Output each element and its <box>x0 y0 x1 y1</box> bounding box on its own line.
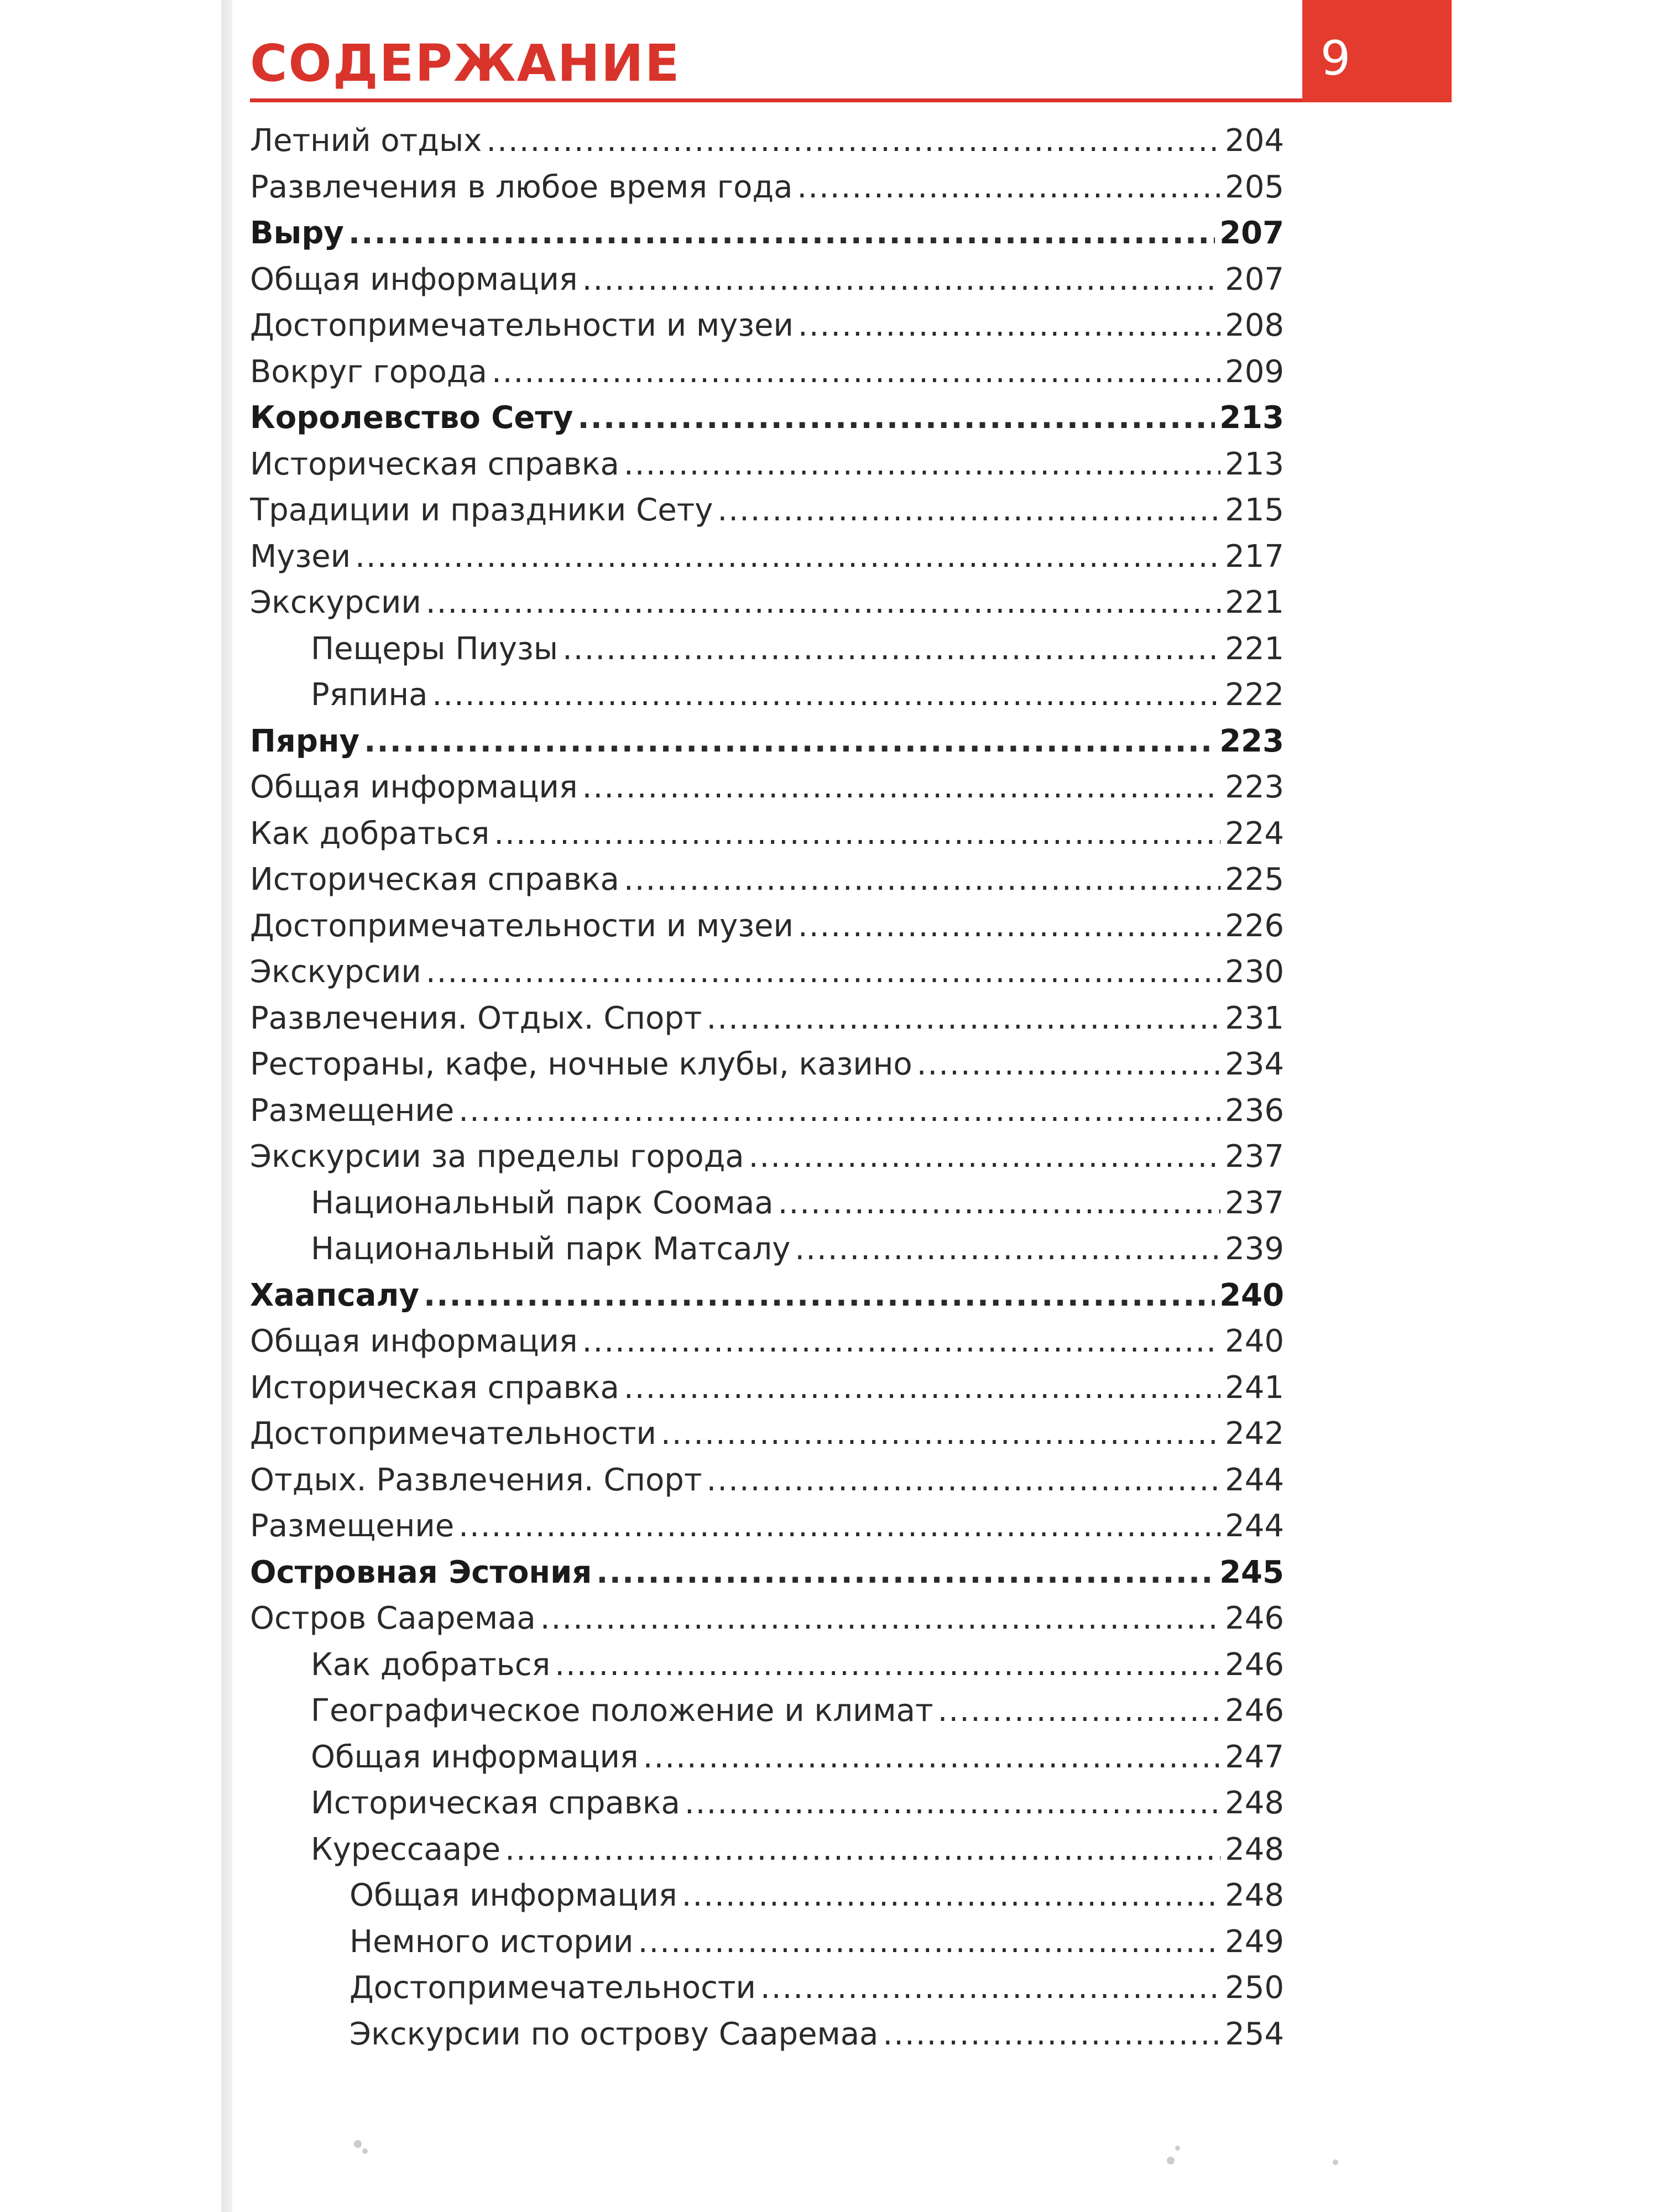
toc-dot-leader <box>494 812 1220 856</box>
toc-entry <box>250 1551 1284 1595</box>
toc-entry <box>250 719 1284 764</box>
toc-entry-title: Достопримечательности <box>250 1416 656 1452</box>
toc-entry-page: 250 <box>1225 1970 1284 2006</box>
toc-dot-leader <box>685 1781 1220 1825</box>
toc-entry <box>250 858 1284 902</box>
toc-dot-leader <box>596 1551 1215 1595</box>
toc-entry-page: 221 <box>1225 630 1284 667</box>
toc-dot-leader <box>486 119 1220 163</box>
toc-entry-page: 207 <box>1225 261 1284 298</box>
toc-entry <box>250 1319 1284 1364</box>
toc-entry-title: Общая информация <box>250 261 578 298</box>
toc-entry-title: Немного истории <box>349 1923 634 1960</box>
toc-dot-leader <box>638 1920 1221 1964</box>
toc-entry-page: 217 <box>1225 538 1284 575</box>
toc-dot-leader <box>643 1735 1220 1780</box>
toc-entry-title: Традиции и праздники Сету <box>250 492 713 528</box>
toc-dot-leader <box>798 904 1220 948</box>
toc-entry-title: Общая информация <box>349 1877 677 1913</box>
toc-entry-page: 207 <box>1219 215 1284 251</box>
toc-entry-title: Как добраться <box>311 1646 551 1683</box>
page-header <box>250 33 1428 105</box>
toc-entry-page: 205 <box>1225 169 1284 205</box>
toc-entry-title: Пещеры Пиузы <box>311 630 558 667</box>
toc-entry-title: Пярну <box>250 723 360 759</box>
toc-dot-leader <box>348 211 1215 255</box>
toc-entry <box>250 950 1284 994</box>
toc-entry-page: 246 <box>1225 1693 1284 1729</box>
toc-entry-page: 244 <box>1225 1462 1284 1498</box>
toc-entry-title: Историческая справка <box>311 1785 680 1821</box>
toc-entry-page: 204 <box>1225 123 1284 159</box>
toc-entry-title: Как добраться <box>250 815 490 852</box>
toc-entry <box>311 673 1284 717</box>
toc-entry <box>250 119 1284 163</box>
toc-entry <box>250 765 1284 810</box>
toc-entry-title: Общая информация <box>250 769 578 805</box>
toc-entry-title: Размещение <box>250 1092 455 1129</box>
toc-entry-title: Рестораны, кафе, ночные клубы, казино <box>250 1046 912 1082</box>
toc-dot-leader <box>661 1412 1220 1456</box>
toc-entry <box>250 488 1284 533</box>
toc-entry <box>250 997 1284 1041</box>
toc-entry-page: 234 <box>1225 1046 1284 1082</box>
toc-entry-page: 208 <box>1225 307 1284 343</box>
toc-entry <box>311 627 1284 671</box>
toc-entry-title: Достопримечательности <box>349 1970 756 2006</box>
toc-entry-title: Музеи <box>250 538 351 575</box>
toc-entry-title: Экскурсии <box>250 954 421 990</box>
toc-entry <box>311 1689 1284 1733</box>
toc-dot-leader <box>458 1504 1220 1548</box>
toc-entry <box>250 1412 1284 1456</box>
toc-entry <box>250 258 1284 302</box>
toc-entry-page: 222 <box>1225 677 1284 713</box>
toc-entry-page: 209 <box>1225 353 1284 390</box>
toc-entry <box>349 1874 1284 1918</box>
toc-dot-leader <box>706 997 1220 1041</box>
toc-entry-title: Развлечения в любое время года <box>250 169 793 205</box>
toc-entry <box>250 812 1284 856</box>
toc-entry-title: Достопримечательности и музеи <box>250 907 794 944</box>
toc-entry-title: Развлечения. Отдых. Спорт <box>250 1000 702 1036</box>
toc-entry <box>250 350 1284 394</box>
toc-entry-title: Островная Эстония <box>250 1554 592 1590</box>
toc-dot-leader <box>432 673 1220 717</box>
page-number-tab <box>1302 0 1452 102</box>
toc-entry <box>250 1135 1284 1179</box>
toc-dot-leader <box>706 1458 1220 1503</box>
toc-entry <box>349 1966 1284 2010</box>
toc-entry-title: Экскурсии за пределы города <box>250 1139 744 1175</box>
toc-entry-title: Хаапсалу <box>250 1277 419 1313</box>
toc-dot-leader <box>938 1689 1221 1733</box>
toc-dot-leader <box>577 396 1215 440</box>
toc-entry <box>250 165 1284 210</box>
toc-entry <box>250 1366 1284 1410</box>
toc-dot-leader <box>505 1828 1220 1872</box>
toc-entry <box>250 1504 1284 1548</box>
toc-entry-page: 223 <box>1219 723 1284 759</box>
toc-entry-page: 213 <box>1219 400 1284 436</box>
toc-entry <box>250 304 1284 348</box>
toc-entry-page: 254 <box>1225 2016 1284 2052</box>
toc-entry-page: 241 <box>1225 1369 1284 1406</box>
toc-entry-title: Географическое положение и климат <box>311 1693 933 1729</box>
toc-entry-page: 249 <box>1225 1923 1284 1960</box>
toc-dot-leader <box>355 535 1220 579</box>
toc-entry-page: 248 <box>1225 1831 1284 1867</box>
toc-entry-title: Экскурсии <box>250 585 421 620</box>
toc-entry-page: 237 <box>1225 1185 1284 1221</box>
toc-entry <box>311 1181 1284 1225</box>
toc-entry-page: 244 <box>1225 1508 1284 1544</box>
toc-dot-leader <box>624 442 1220 487</box>
toc-entry-title: Историческая справка <box>250 446 619 482</box>
toc-dot-leader <box>760 1966 1220 2010</box>
toc-dot-leader <box>582 258 1220 302</box>
toc-entry-page: 248 <box>1225 1877 1284 1913</box>
toc-entry-title: Остров Сааремаа <box>250 1600 536 1636</box>
toc-entry-page: 221 <box>1225 585 1284 620</box>
toc-entry-page: 225 <box>1225 862 1284 898</box>
toc-entry <box>250 442 1284 487</box>
toc-dot-leader <box>540 1597 1220 1641</box>
toc-entry-page: 239 <box>1225 1231 1284 1267</box>
toc-entry-title: Достопримечательности и музеи <box>250 307 794 343</box>
toc-entry <box>349 1920 1284 1964</box>
toc-entry <box>311 1643 1284 1687</box>
header-rule <box>250 98 1428 102</box>
page-title: СОДЕРЖАНИЕ <box>250 34 681 93</box>
toc-entry <box>311 1227 1284 1271</box>
toc-entry <box>250 535 1284 579</box>
toc-entry-title: Летний отдых <box>250 123 482 159</box>
toc-entry-page: 237 <box>1225 1139 1284 1175</box>
toc-entry-page: 247 <box>1225 1739 1284 1775</box>
toc-dot-leader <box>795 1227 1220 1271</box>
toc-dot-leader <box>458 1089 1220 1133</box>
toc-entry-page: 242 <box>1225 1416 1284 1452</box>
toc-entry-title: Национальный парк Соомаа <box>311 1185 774 1221</box>
toc-entry-page: 248 <box>1225 1785 1284 1821</box>
toc-entry <box>349 2012 1284 2057</box>
toc-entry-page: 230 <box>1225 954 1284 990</box>
toc-entry-title: Ряпина <box>311 677 428 713</box>
toc-entry-title: Курессааре <box>311 1831 501 1867</box>
toc-dot-leader <box>749 1135 1220 1179</box>
toc-entry-title: Экскурсии по острову Сааремаа <box>349 2016 879 2052</box>
toc-entry <box>250 1274 1284 1318</box>
toc-dot-leader <box>917 1042 1221 1087</box>
toc-entry-page: 240 <box>1219 1277 1284 1313</box>
page-number: 9 <box>1320 31 1351 86</box>
toc-entry-title: Размещение <box>250 1508 455 1544</box>
toc-entry-title: Историческая справка <box>250 1369 619 1406</box>
toc-entry <box>311 1828 1284 1872</box>
toc-dot-leader <box>426 581 1220 625</box>
toc-dot-leader <box>717 488 1220 533</box>
toc-entry <box>250 1042 1284 1087</box>
toc-entry <box>250 1458 1284 1503</box>
toc-dot-leader <box>778 1181 1221 1225</box>
toc-dot-leader <box>582 765 1220 810</box>
toc-dot-leader <box>582 1319 1220 1364</box>
toc-entry <box>250 396 1284 440</box>
toc-entry <box>311 1735 1284 1780</box>
toc-entry-title: Национальный парк Матсалу <box>311 1231 791 1267</box>
toc-dot-leader <box>492 350 1220 394</box>
toc-dot-leader <box>624 1366 1220 1410</box>
toc-entry-title: Королевство Сету <box>250 400 573 436</box>
toc-dot-leader <box>426 950 1220 994</box>
toc-entry-title: Выру <box>250 215 344 251</box>
toc-dot-leader <box>562 627 1220 671</box>
toc-entry-title: Вокруг города <box>250 353 487 390</box>
toc-dot-leader <box>798 304 1220 348</box>
toc-entry-title: Общая информация <box>250 1323 578 1359</box>
toc-entry-page: 240 <box>1225 1323 1284 1359</box>
toc-entry <box>250 1089 1284 1133</box>
toc-entry-page: 236 <box>1225 1092 1284 1129</box>
toc-entry-title: Общая информация <box>311 1739 639 1775</box>
toc-entry <box>311 1781 1284 1825</box>
toc-entry <box>250 211 1284 255</box>
toc-entry-page: 246 <box>1225 1646 1284 1683</box>
toc-entry-page: 246 <box>1225 1600 1284 1636</box>
toc-entry-page: 223 <box>1225 769 1284 805</box>
toc-entry-title: Отдых. Развлечения. Спорт <box>250 1462 702 1498</box>
toc-entry-page: 245 <box>1219 1554 1284 1590</box>
toc-dot-leader <box>424 1274 1215 1318</box>
toc-dot-leader <box>682 1874 1220 1918</box>
toc-dot-leader <box>797 165 1220 210</box>
toc-dot-leader <box>364 719 1215 764</box>
toc-entry-title: Историческая справка <box>250 862 619 898</box>
toc-entry-page: 224 <box>1225 815 1284 852</box>
toc-entry-page: 226 <box>1225 907 1284 944</box>
toc-entry-page: 213 <box>1225 446 1284 482</box>
toc-entry-page: 231 <box>1225 1000 1284 1036</box>
toc-dot-leader <box>883 2012 1220 2057</box>
toc-entry-page: 215 <box>1225 492 1284 528</box>
toc-entry <box>250 1597 1284 1641</box>
toc-entry <box>250 904 1284 948</box>
toc-dot-leader <box>624 858 1220 902</box>
toc-entry <box>250 581 1284 625</box>
toc-dot-leader <box>555 1643 1220 1687</box>
